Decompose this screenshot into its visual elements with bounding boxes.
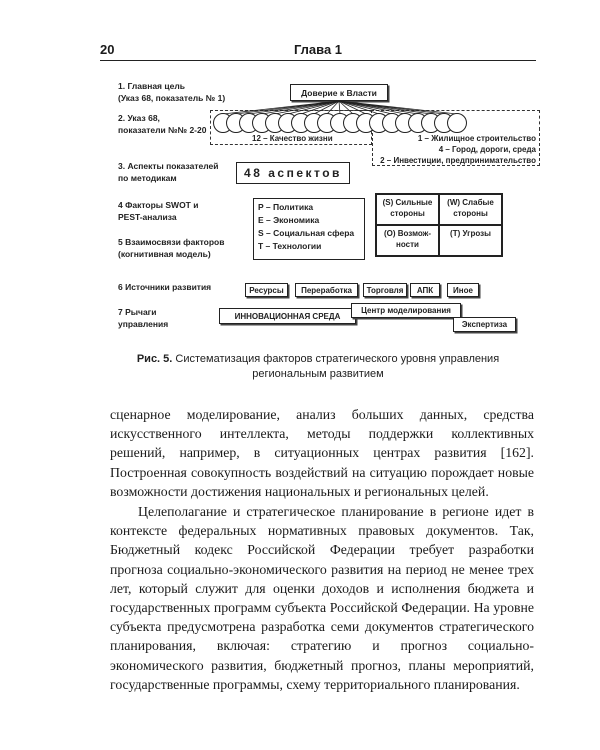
label-line: 1. Главная цель (118, 81, 185, 91)
label-line: (когнитивная модель) (118, 249, 211, 259)
label-line: PEST-анализа (118, 212, 177, 222)
source-processing: Переработка (295, 283, 358, 297)
caption-prefix: Рис. 5. (136, 353, 173, 365)
label-line: управления (118, 319, 169, 329)
source-agro: АПК (410, 283, 440, 297)
caption-line2: региональным развитием (252, 368, 384, 380)
swot-text: стороны (390, 209, 425, 218)
body-paragraph-2 (110, 502, 534, 694)
swot-text: (O) Возмож- (383, 229, 432, 238)
label-line: 7 Рычаги (118, 307, 157, 317)
pest-item: T – Технологии (258, 241, 322, 251)
swot-text: ности (396, 240, 419, 249)
label-line: (Указ 68, показатель № 1) (118, 93, 226, 103)
source-other: Иное (447, 283, 479, 297)
indicator-group-label: 4 – Город, дороги, среда (438, 145, 536, 154)
main-goal-box: Доверие к Власти (290, 84, 388, 101)
swot-text: (T) Угрозы (450, 229, 491, 238)
indicator-group-left-label: 12 – Качество жизни (252, 134, 333, 143)
pest-box (253, 198, 365, 260)
lever-innovation-environment: ИННОВАЦИОННАЯ СРЕДА (219, 308, 356, 324)
source-resources: Ресурсы (245, 283, 288, 297)
paragraph-text: Целеполагание и стратегическое планирование в регионе идет в контексте федеральных нормативных правовых документов. Так, Бюджетный кодекс Российской Федерации требует разработки прогноза социально-экономического развития на период не менее трех лет, который служит для оценки доходов и исполнения бюджета и государственных программ субъекта Российской Федерации. На уровне субъекта предусмотрена разработка семи документов стратегического планирования, включая: стратегию и прогноз социально-экономического развития, бюджетный прогноз, планы мероприятий, государственные программы, схему территориального планирования. (110, 504, 534, 692)
caption-line1: Систематизация факторов стратегического уровня управления (172, 353, 500, 365)
figure-caption (100, 352, 536, 382)
indicator-group-right-labels (380, 133, 536, 166)
lever-modeling-center: Центр моделирования (351, 303, 461, 318)
label-line: по методикам (118, 173, 177, 183)
swot-strengths (376, 194, 439, 225)
swot-text: стороны (453, 209, 488, 218)
label-line: 5 Взаимосвязи факторов (118, 237, 225, 247)
indicator-group-label: 1 – Жилищное строительство (417, 134, 536, 143)
swot-threats (439, 225, 502, 256)
swot-opportunities (376, 225, 439, 256)
swot-weaknesses (439, 194, 502, 225)
aspects-box: 48 аспектов (236, 162, 350, 184)
indicator-group-label: 2 – Инвестиции, предпринимательство (380, 156, 536, 165)
pest-item: P – Политика (258, 202, 314, 212)
chapter-title: Глава 1 (293, 42, 343, 57)
label-line: 2. Указ 68, (118, 113, 160, 123)
paragraph-text: сценарное моделирование, анализ больших данных, средства искусственного интеллекта, методы поддержки коллективных решений, например, в ситуационных центрах развития [162]. Построенная совокупность воздействий на ситуацию порождает новые возможности достижения национальных и региональных целей. (110, 407, 534, 499)
label-line: 3. Аспекты показателей (118, 161, 219, 171)
page-number: 20 (100, 42, 115, 57)
pest-item: S – Социальная сфера (258, 228, 355, 238)
pest-item: E – Экономика (258, 215, 320, 225)
lever-expertise: Экспертиза (453, 317, 516, 332)
label-line: показатели №№ 2-20 (118, 125, 207, 135)
body-paragraph-1 (110, 405, 534, 501)
swot-grid (375, 193, 503, 257)
label-line: 4 Факторы SWOT и (118, 200, 199, 210)
swot-text: (S) Сильные (382, 198, 433, 207)
swot-text: (W) Слабые (447, 198, 494, 207)
indicator-circle (447, 113, 467, 133)
label-line: 6 Источники развития (118, 282, 212, 292)
source-trade: Торговля (363, 283, 407, 297)
